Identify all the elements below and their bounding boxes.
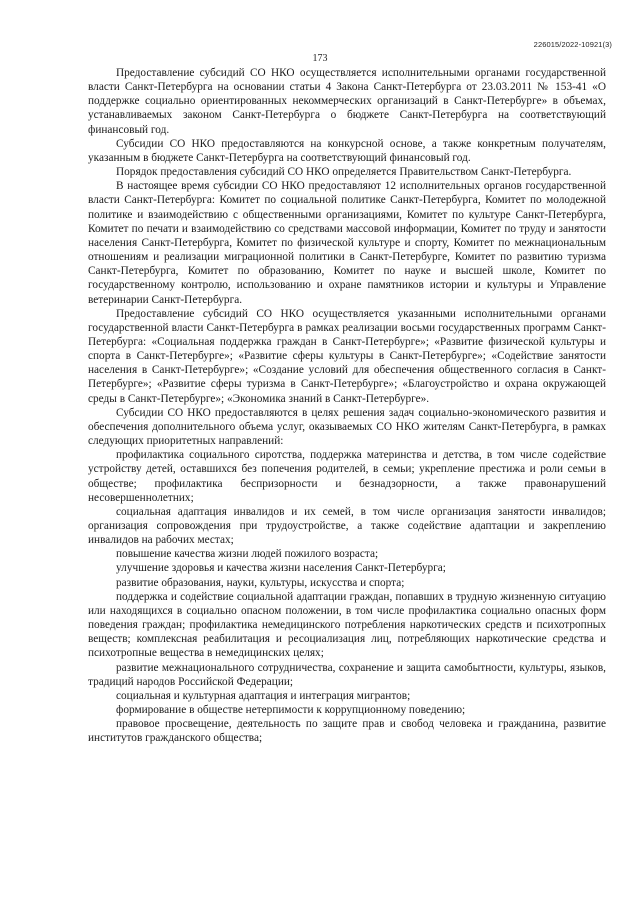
priority-item: улучшение здоровья и качества жизни населения Санкт-Петербурга; bbox=[116, 562, 446, 575]
paragraph-executive-bodies: В настоящее время субсидии СО НКО предоставляют 12 исполнительных органов государственной власти Санкт-Петербурга: Комитет по социальной политике Санкт-Петербурга, Комитет по молодежной политике и взаимодействию с общественными организациями, Комитет по культуре Санкт-Петербурга, Комитет по печати и взаимодействию со средствами массовой информации, Комитет по труду и занятости населения Санкт-Петербурга, Комитет по физической культуре и спорту, Комитет по межнациональным отношениям и реализации миграционной политики в Санкт-Петербурге, Комитет по развитию туризма Санкт-Петербурга, Комитет по образованию, Комитет по науке и высшей школе, Комитет по государственному контролю, использованию и охране памятников истории и культуры и Управление ветеринарии Санкт-Петербурга. bbox=[88, 180, 606, 306]
priority-item: поддержка и содействие социальной адаптации граждан, попавших в трудную жизненную ситуацию или находящихся в социально опасном положении, в том числе профилактика социально опасных форм поведения граждан; профилактика немедицинского потребления наркотических средств и психотропных веществ; комплексная реабилитация и ресоциализация лиц, потребляющих наркотические средства и психотропные вещества в немедицинских целях; bbox=[88, 590, 606, 660]
page-number: 173 bbox=[312, 53, 328, 64]
paragraph-priority-areas-intro: Субсидии СО НКО предоставляются в целях решения задач социально-экономического развития и обеспечения дополнительного объема услуг, оказываемых СО НКО жителям Санкт-Петербурга, в рамках следующих приоритетных направлений: bbox=[88, 406, 606, 448]
priority-item: социальная и культурная адаптация и интеграция мигрантов; bbox=[116, 689, 411, 702]
priority-item: развитие образования, науки, культуры, искусства и спорта; bbox=[116, 576, 405, 589]
priority-item: формирование в обществе нетерпимости к коррупционному поведению; bbox=[116, 704, 466, 717]
document-body bbox=[88, 66, 606, 746]
priority-item: социальная адаптация инвалидов и их семей, в том числе организация занятости инвалидов; организация сопровождения при трудоустройстве, а также содействие адаптации и закреплению инвалидов на рабочих местах; bbox=[88, 505, 606, 547]
paragraph-state-programs: Предоставление субсидий СО НКО осуществляется указанными исполнительными органами государственной власти Санкт-Петербурга в рамках реализации восьми государственных программ Санкт-Петербурга: «Социальная поддержка граждан в Санкт-Петербурге»; «Развитие физической культуры и спорта в Санкт-Петербурге»; «Развитие сферы культуры в Санкт-Петербурге»; «Содействие занятости населения в Санкт-Петербурге»; «Создание условий для обеспечения общественного согласия в Санкт-Петербурге»; «Развитие сферы туризма в Санкт-Петербурге»; «Благоустройство и охрана окружающей среды в Санкт-Петербурге»; «Экономика знаний в Санкт-Петербурге». bbox=[88, 307, 606, 405]
paragraph-subsidy-provision: Предоставление субсидий СО НКО осуществляется исполнительными органами государственной власти Санкт-Петербурга на основании статьи 4 Закона Санкт-Петербурга от 23.03.2011 № 153-41 «О поддержке социально ориентированных некоммерческих организаций в Санкт-Петербурге» в объемах, устанавливаемых законом Санкт-Петербурга о бюджете Санкт-Петербурга на соответствующий финансовый год. bbox=[88, 67, 606, 136]
priority-item: правовое просвещение, деятельность по защите прав и свобод человека и гражданина, развитие институтов гражданского общества; bbox=[88, 718, 606, 745]
priority-item: развитие межнационального сотрудничества, сохранение и защита самобытности, культуры, языков, традиций народов Российской Федерации; bbox=[88, 661, 606, 688]
paragraph-procedure: Порядок предоставления субсидий СО НКО определяется Правительством Санкт-Петербурга. bbox=[116, 166, 572, 179]
priority-item: повышение качества жизни людей пожилого возраста; bbox=[116, 548, 379, 561]
priority-item: профилактика социального сиротства, поддержка материнства и детства, в том числе содействие устройству детей, оставшихся без попечения родителей, в семьи; укрепление престижа и роли семьи в обществе; профилактика беспризорности и безнадзорности, а также правонарушений несовершеннолетних; bbox=[88, 449, 606, 504]
document-id: 226015/2022-10921(3) bbox=[533, 40, 612, 49]
paragraph-competitive-basis: Субсидии СО НКО предоставляются на конкурсной основе, а также конкретным получателям, указанным в бюджете Санкт-Петербурга на соответствующий финансовый год. bbox=[88, 137, 606, 164]
